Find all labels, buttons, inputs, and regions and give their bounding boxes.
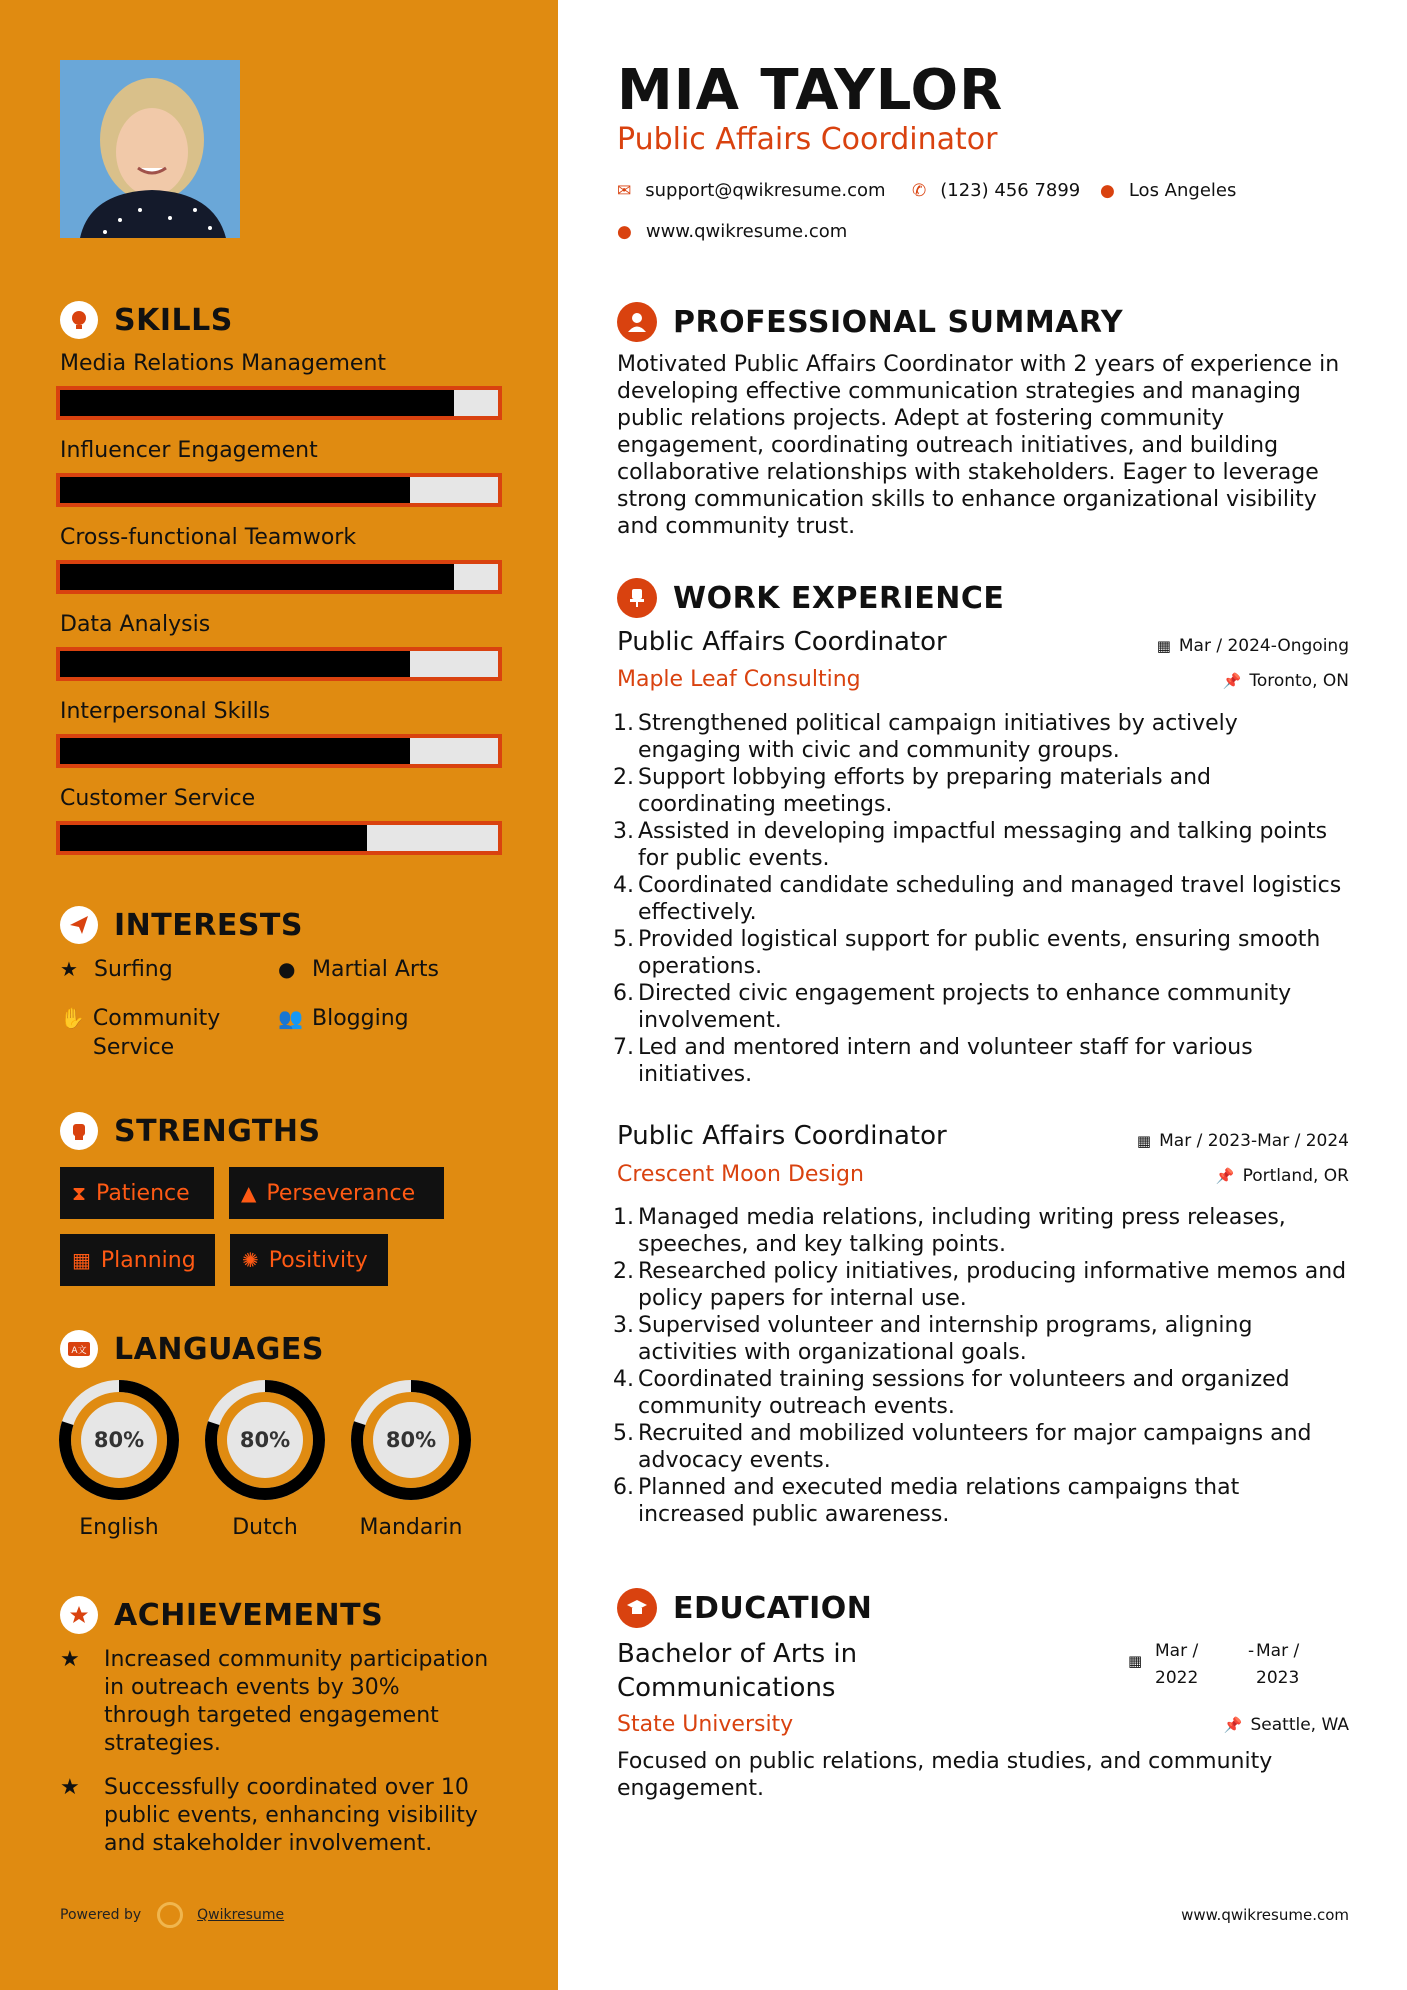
- list-item: 4. Coordinated training sessions for volunteers and organized community outreach events.: [613, 1367, 1290, 1419]
- language-gauge: [204, 1379, 326, 1505]
- contact-website[interactable]: ● www.qwikresume.com: [617, 221, 848, 242]
- list-item: 4. Coordinated candidate scheduling and managed travel logistics effectively.: [613, 873, 1342, 925]
- list-item: 3. Supervised volunteer and internship programs, aligning activities with organizational goals.: [613, 1313, 1253, 1365]
- contact-email[interactable]: ✉ support@qwikresume.com: [617, 180, 886, 201]
- graduate-icon: [617, 1588, 657, 1628]
- interest-item: 👥 Blogging: [278, 1006, 409, 1031]
- skill-label: Data Analysis: [60, 612, 211, 637]
- hourglass-icon: ⧗: [72, 1181, 87, 1205]
- skill-bar: [56, 386, 502, 420]
- achievements-heading: ACHIEVEMENTS: [60, 1596, 383, 1634]
- lightbulb-icon: [60, 301, 98, 339]
- strength-badge: ▦ Planning: [60, 1234, 215, 1286]
- sidebar: [0, 0, 558, 1990]
- powered-by: Powered by Qwikresume: [60, 1902, 284, 1928]
- skill-label: Customer Service: [60, 786, 256, 811]
- candidate-role: Public Affairs Coordinator: [617, 122, 998, 157]
- edu-start-date: Mar / 2022: [1155, 1641, 1199, 1688]
- map-pin-icon: ●: [1100, 180, 1115, 201]
- envelope-icon: ✉: [617, 180, 632, 201]
- contact-location: ● Los Angeles: [1100, 180, 1237, 201]
- user-icon: [617, 302, 657, 342]
- language-ring: [350, 1379, 472, 1501]
- trophy-star-icon: ★: [60, 1647, 80, 1672]
- job-company: Maple Leaf Consulting: [617, 667, 861, 692]
- list-item: 6. Directed civic engagement projects to enhance community involvement.: [613, 981, 1292, 1033]
- language-percent: 80%: [239, 1428, 291, 1452]
- strengths-heading: STRENGTHS: [60, 1112, 321, 1150]
- contact-phone[interactable]: ✆ (123) 456 7899: [912, 180, 1081, 201]
- list-item: 5. Recruited and mobilized volunteers for major campaigns and advocacy events.: [613, 1421, 1312, 1473]
- language-ring: [58, 1379, 180, 1501]
- star-icon: ★: [60, 957, 78, 981]
- qwikresume-link[interactable]: Qwikresume: [197, 1907, 285, 1923]
- education-heading: EDUCATION: [617, 1588, 872, 1628]
- edu-date-separator: -: [1248, 1641, 1255, 1661]
- job-location: 📌 Portland, OR: [1215, 1166, 1349, 1186]
- language-label: Dutch: [232, 1515, 298, 1540]
- road-icon: ▲: [241, 1181, 257, 1205]
- skill-bar: [56, 560, 502, 594]
- job-dates: ▦ Mar / 2024-Ongoing: [1156, 636, 1349, 656]
- language-label: Mandarin: [359, 1515, 463, 1540]
- svg-text:A文: A文: [71, 1346, 87, 1356]
- calendar-icon: ▦: [1156, 637, 1171, 655]
- qwikresume-logo-icon: [157, 1902, 183, 1928]
- chair-icon: [617, 578, 657, 618]
- skill-bar: [56, 821, 502, 855]
- skill-bar-fill: [60, 825, 367, 851]
- skill-bar-fill: [60, 564, 454, 590]
- users-icon: 👥: [278, 1006, 303, 1030]
- skills-heading: SKILLS: [60, 301, 233, 339]
- interest-item: ● Martial Arts: [278, 957, 440, 982]
- skill-label: Cross-functional Teamwork: [60, 525, 357, 550]
- candidate-name: MIA TAYLOR: [617, 58, 1004, 123]
- skill-label: Media Relations Management: [60, 351, 387, 376]
- strength-badge: ▲ Perseverance: [229, 1167, 444, 1219]
- language-gauge: [350, 1379, 472, 1505]
- job-company: Crescent Moon Design: [617, 1162, 864, 1187]
- skill-bar-fill: [60, 651, 410, 677]
- skill-bar: [56, 734, 502, 768]
- language-ring: [204, 1379, 326, 1501]
- job-bullets: [612, 1204, 1347, 1528]
- skill-bar-fill: [60, 738, 410, 764]
- strength-badge: ✺ Positivity: [230, 1234, 388, 1286]
- job-title: Public Affairs Coordinator: [617, 627, 947, 657]
- skill-bar-fill: [60, 390, 454, 416]
- footer-website[interactable]: www.qwikresume.com: [1181, 1906, 1349, 1924]
- globe-icon: ●: [617, 221, 632, 242]
- hand-icon: ✋: [60, 1006, 85, 1030]
- pin-icon: 📌: [1222, 672, 1242, 690]
- list-item: 7. Led and mentored intern and volunteer staff for various initiatives.: [613, 1035, 1253, 1087]
- trophy-star-icon: ★: [60, 1775, 80, 1800]
- calendar-icon: ▦: [72, 1248, 91, 1272]
- list-item: 5. Provided logistical support for public events, ensuring smooth operations.: [613, 927, 1321, 979]
- language-percent: 80%: [93, 1428, 145, 1452]
- experience-heading: WORK EXPERIENCE: [617, 578, 1004, 618]
- list-item: 6. Planned and executed media relations campaigns that increased public awareness.: [613, 1475, 1240, 1527]
- list-item: 1. Strengthened political campaign initiatives by actively engaging with civic and community groups.: [613, 711, 1238, 763]
- degree-title: Bachelor of Arts in Communications: [617, 1639, 858, 1703]
- job-title: Public Affairs Coordinator: [617, 1121, 947, 1151]
- skill-bar: [56, 647, 502, 681]
- skill-bar-fill: [60, 477, 410, 503]
- skill-label: Influencer Engagement: [60, 438, 318, 463]
- globe-icon: ●: [278, 957, 296, 981]
- phone-icon: ✆: [912, 180, 927, 201]
- list-item: 2. Researched policy initiatives, producing informative memos and policy papers for internal use.: [613, 1259, 1347, 1311]
- list-item: 2. Support lobbying efforts by preparing materials and coordinating meetings.: [613, 765, 1211, 817]
- interests-heading: INTERESTS: [60, 906, 303, 944]
- school-location: 📌 Seattle, WA: [1223, 1715, 1349, 1735]
- pin-icon: 📌: [1223, 1716, 1243, 1734]
- calendar-icon: ▦: [1136, 1132, 1152, 1150]
- language-gauge: [58, 1379, 180, 1505]
- education-description: Focused on public relations, media studies, and community engagement.: [617, 1749, 1273, 1801]
- job-location: 📌 Toronto, ON: [1222, 671, 1349, 691]
- skill-label: Interpersonal Skills: [60, 699, 271, 724]
- edu-end-date: Mar / 2023: [1256, 1641, 1300, 1688]
- list-item: 3. Assisted in developing impactful messaging and talking points for public events.: [613, 819, 1328, 871]
- language-percent: 80%: [385, 1428, 437, 1452]
- achievement-item: ★ Increased community participation in outreach events by 30% through targeted engagement strategies.: [60, 1647, 489, 1756]
- language-label: English: [79, 1515, 159, 1540]
- sun-icon: ✺: [242, 1248, 259, 1272]
- interest-item: ★ Surfing: [60, 957, 173, 982]
- profile-photo: [60, 60, 240, 238]
- pin-icon: 📌: [1215, 1167, 1235, 1185]
- achievement-item: ★ Successfully coordinated over 10 public events, enhancing visibility and stakeholder involvement.: [60, 1775, 478, 1856]
- paper-plane-icon: [60, 906, 98, 944]
- summary-text: Motivated Public Affairs Coordinator with 2 years of experience in developing effective communication strategies and managing public relations projects. Adept at fostering community engagement, coordinating outreach initiatives, and building collaborative relationships with stakeholders. Eager to leverage strong communication skills to enhance organizational visibility and community trust.: [617, 352, 1340, 539]
- fist-icon: [60, 1112, 98, 1150]
- interest-item: ✋ Community Service: [60, 1006, 221, 1060]
- job-bullets: [612, 710, 1347, 1088]
- edu-calendar-icon-wrap: [1128, 1652, 1150, 1670]
- translate-icon: [60, 1330, 98, 1368]
- school-name: State University: [617, 1712, 794, 1737]
- calendar-icon: ▦: [1128, 1652, 1143, 1670]
- job-dates: ▦ Mar / 2023-Mar / 2024: [1136, 1131, 1349, 1151]
- star-badge-icon: [60, 1596, 98, 1634]
- strength-badge: ⧗ Patience: [60, 1167, 214, 1219]
- skill-bar: [56, 473, 502, 507]
- list-item: 1. Managed media relations, including writing press releases, speeches, and key talking points.: [613, 1205, 1286, 1257]
- languages-heading: A文 LANGUAGES: [60, 1330, 324, 1368]
- summary-heading: PROFESSIONAL SUMMARY: [617, 302, 1123, 342]
